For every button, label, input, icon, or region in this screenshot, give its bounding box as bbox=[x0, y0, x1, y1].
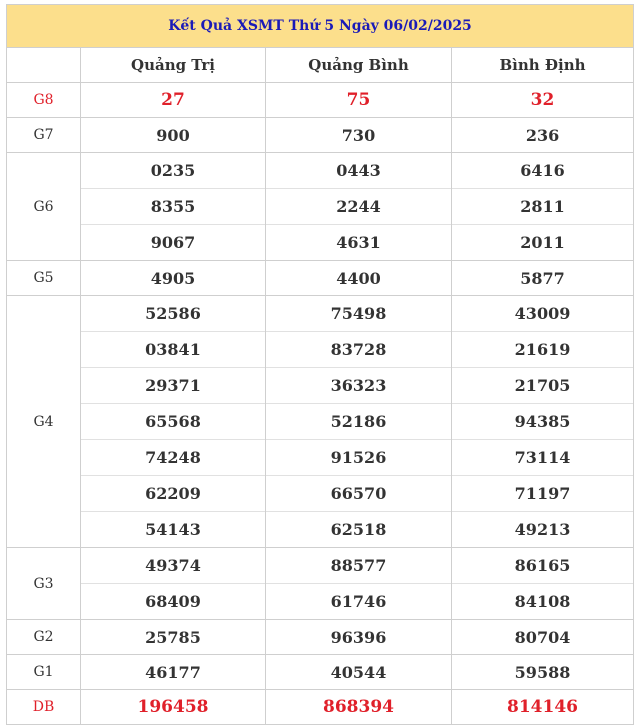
prize-number: 65568 bbox=[81, 403, 265, 439]
prize-number: 96396 bbox=[266, 620, 452, 655]
prize-number: 61746 bbox=[266, 583, 451, 619]
prize-number: 21619 bbox=[452, 331, 633, 367]
prize-row-g1 bbox=[7, 655, 634, 690]
prize-number-stack bbox=[81, 153, 266, 261]
prize-label: DB bbox=[7, 690, 81, 725]
prize-row-g7 bbox=[7, 118, 634, 153]
prize-number-stack bbox=[81, 548, 266, 620]
prize-number: 91526 bbox=[266, 439, 451, 475]
prize-number: 43009 bbox=[514, 304, 571, 323]
prize-number: 4905 bbox=[81, 261, 266, 296]
prize-number: 52586 bbox=[145, 304, 201, 323]
prize-number-stack bbox=[266, 548, 452, 620]
prize-number: 2011 bbox=[452, 224, 633, 260]
prize-number: 71197 bbox=[452, 475, 633, 511]
prize-number: 52186 bbox=[266, 403, 451, 439]
prize-label: G4 bbox=[7, 296, 81, 548]
prize-number: 8355 bbox=[81, 188, 265, 224]
prize-number: 62518 bbox=[266, 511, 451, 547]
prize-number: 36323 bbox=[266, 367, 451, 403]
prize-number-stack bbox=[452, 548, 634, 620]
prize-number: 29371 bbox=[81, 367, 265, 403]
prize-number: 75498 bbox=[330, 304, 387, 323]
prize-number: 2244 bbox=[266, 188, 451, 224]
prize-number: 25785 bbox=[81, 620, 266, 655]
prize-number: 9067 bbox=[81, 224, 265, 260]
prize-number: 62209 bbox=[81, 475, 265, 511]
prize-number: 49213 bbox=[452, 511, 633, 547]
header-row bbox=[7, 48, 634, 83]
prize-label: G8 bbox=[7, 83, 81, 118]
prize-number: 32 bbox=[452, 83, 634, 118]
header-blank bbox=[7, 48, 81, 83]
prize-number: 2811 bbox=[452, 188, 633, 224]
prize-number-stack bbox=[452, 296, 634, 548]
results-table-container bbox=[6, 4, 633, 725]
special-prize-number: 868394 bbox=[266, 690, 452, 725]
prize-row-g2 bbox=[7, 620, 634, 655]
prize-number: 5877 bbox=[452, 261, 634, 296]
prize-number: 88577 bbox=[330, 556, 387, 575]
title-row bbox=[7, 5, 634, 48]
prize-number: 27 bbox=[81, 83, 266, 118]
prize-number: 84108 bbox=[452, 583, 633, 619]
prize-number: 46177 bbox=[81, 655, 266, 690]
prize-number: 236 bbox=[452, 118, 634, 153]
province-header: Quảng Trị bbox=[81, 48, 266, 83]
special-prize-number: 814146 bbox=[452, 690, 634, 725]
prize-row-g5 bbox=[7, 261, 634, 296]
prize-label: G5 bbox=[7, 261, 81, 296]
prize-row-g3 bbox=[7, 548, 634, 620]
prize-number: 75 bbox=[266, 83, 452, 118]
prize-row-g4 bbox=[7, 296, 634, 548]
prize-number: 66570 bbox=[266, 475, 451, 511]
province-header: Quảng Bình bbox=[266, 48, 452, 83]
prize-number: 0235 bbox=[150, 161, 196, 180]
prize-number: 40544 bbox=[266, 655, 452, 690]
prize-number-stack bbox=[266, 153, 452, 261]
prize-number: 86165 bbox=[514, 556, 571, 575]
prize-number: 730 bbox=[266, 118, 452, 153]
prize-row-g8 bbox=[7, 83, 634, 118]
prize-number: 74248 bbox=[81, 439, 265, 475]
prize-number: 21705 bbox=[452, 367, 633, 403]
prize-number-stack bbox=[452, 153, 634, 261]
prize-number: 0443 bbox=[336, 161, 381, 180]
prize-number: 6416 bbox=[520, 161, 565, 180]
prize-number: 4631 bbox=[266, 224, 451, 260]
province-header: Bình Định bbox=[452, 48, 634, 83]
table-title: Kết Quả XSMT Thứ 5 Ngày 06/02/2025 bbox=[7, 5, 634, 48]
prize-number: 59588 bbox=[452, 655, 634, 690]
prize-number: 73114 bbox=[452, 439, 633, 475]
special-prize-number: 196458 bbox=[81, 690, 266, 725]
prize-number: 94385 bbox=[452, 403, 633, 439]
prize-number: 83728 bbox=[266, 331, 451, 367]
prize-number: 54143 bbox=[81, 511, 265, 547]
prize-number: 4400 bbox=[266, 261, 452, 296]
prize-row-db bbox=[7, 690, 634, 725]
prize-number: 80704 bbox=[452, 620, 634, 655]
prize-number: 900 bbox=[81, 118, 266, 153]
prize-label: G7 bbox=[7, 118, 81, 153]
prize-number: 49374 bbox=[145, 556, 201, 575]
prize-number: 03841 bbox=[81, 331, 265, 367]
prize-number-stack bbox=[81, 296, 266, 548]
prize-row-g6 bbox=[7, 153, 634, 261]
prize-number-stack bbox=[266, 296, 452, 548]
prize-number: 68409 bbox=[81, 583, 265, 619]
prize-label: G2 bbox=[7, 620, 81, 655]
prize-label: G1 bbox=[7, 655, 81, 690]
prize-label: G3 bbox=[7, 548, 81, 620]
lottery-results-table bbox=[6, 4, 634, 725]
prize-label: G6 bbox=[7, 153, 81, 261]
